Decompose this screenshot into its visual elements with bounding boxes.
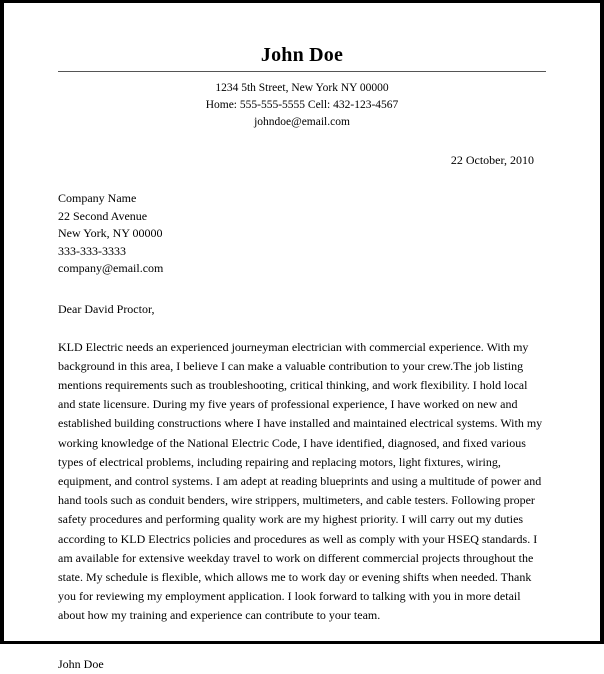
contact-address: 1234 5th Street, New York NY 00000 bbox=[215, 82, 389, 94]
recipient-city-state-zip: New York, NY 00000 bbox=[58, 226, 163, 240]
letter-date: 22 October, 2010 bbox=[450, 153, 534, 167]
salutation: Dear David Proctor, bbox=[58, 301, 155, 316]
recipient-street: 22 Second Avenue bbox=[58, 208, 148, 223]
recipient-email: company@email.com bbox=[58, 261, 164, 275]
recipient-block bbox=[58, 169, 546, 278]
signature: John Doe bbox=[58, 656, 104, 671]
recipient-company: Company Name bbox=[58, 191, 137, 205]
page-title: John Doe bbox=[260, 44, 344, 66]
contact-email: johndoe@email.com bbox=[254, 116, 350, 128]
contact-block bbox=[58, 72, 546, 131]
contact-phones: Home: 555-555-5555 Cell: 432-123-4567 bbox=[205, 99, 399, 111]
recipient-phone: 333-333-3333 bbox=[58, 243, 126, 258]
letter-sheet bbox=[4, 3, 600, 671]
letter-body: KLD Electric needs an experienced journeyman electrician with commercial experience. With my background in this area, I believe I can make a valuable contribution to your crew.The job listing mentions requirements such as troubleshooting, critical thinking, and work flexibility. I hold local and state licensure. During my five years of professional experience, I have worked on new and established building constructions where I have installed and maintained electrical systems. With my working knowledge of the National Electric Code, I have identified, diagnosed, and fixed various types of electrical problems, including repairing and replacing motors, light fixtures, wiring, equipment, and control systems. I am adept at reading blueprints and using a multitude of power and hand tools such as conduit benders, wire strippers, multimeters, and cable testers. Following proper safety procedures and performing quality work are my highest priority. I will carry out my duties according to KLD Electrics policies and procedures as well as comply with your HSEQ standards. I am available for extensive weekday travel to work on different commercial projects throughout the state. My schedule is flexible, which allows me to work day or evening shifts when needed. Thank you for reviewing my employment application. I look forward to talking with you in more detail about how my training and experience can contribute to your team. bbox=[58, 339, 543, 623]
